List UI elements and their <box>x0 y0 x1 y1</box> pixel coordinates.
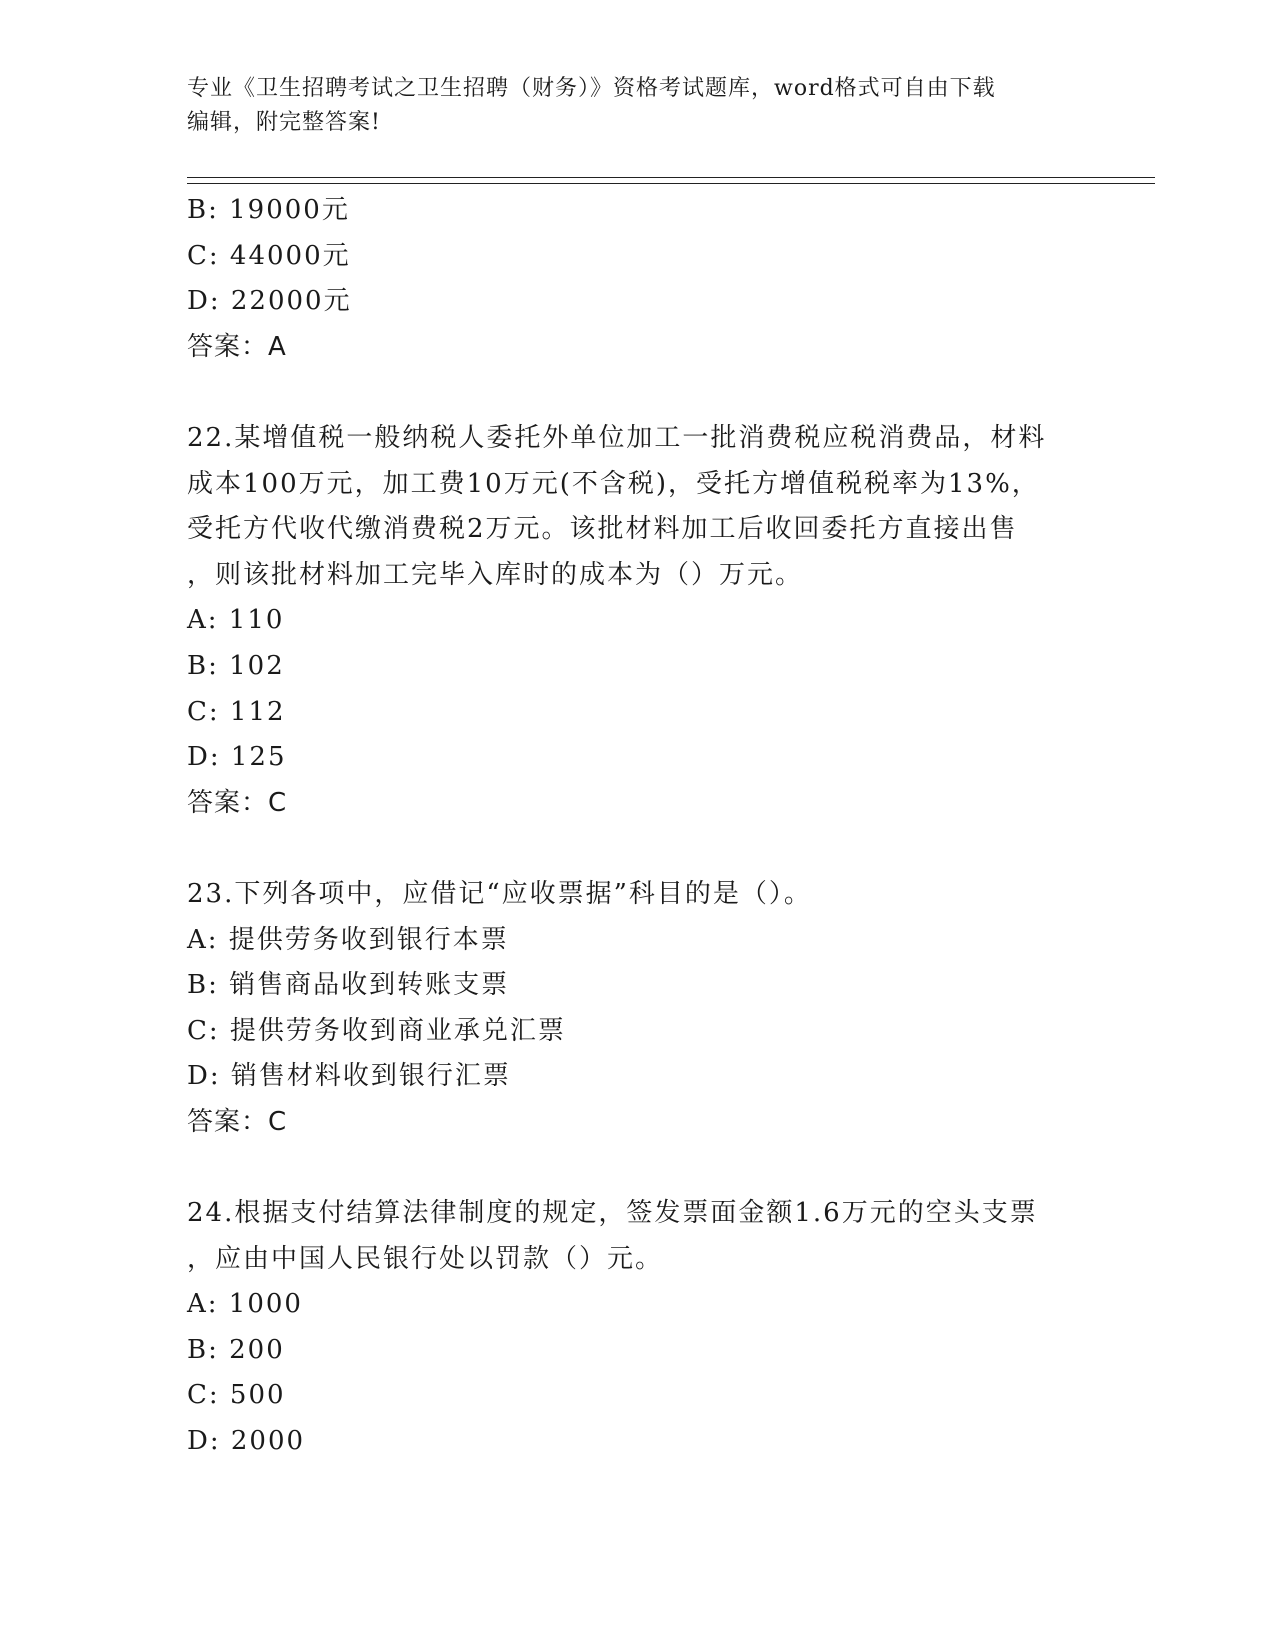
header-rule-top <box>187 177 1155 178</box>
option-c: C: 500 <box>187 1380 286 1411</box>
spacer <box>187 370 1087 416</box>
option-b: B: 19000元 <box>187 195 350 225</box>
option-a: A: 110 <box>187 605 285 636</box>
option-a: A: 提供劳务收到银行本票 <box>187 924 509 955</box>
option-b: B: 102 <box>187 650 285 681</box>
option-b: B: 200 <box>187 1334 285 1365</box>
spacer <box>187 1145 1087 1191</box>
question-stem-line: 受托方代收代缴消费税2万元。该批材料加工后收回委托方直接出售 <box>187 514 1018 545</box>
question-stem-line: 22.某增值税一般纳税人委托外单位加工一批消费税应税消费品，材料 <box>187 422 1047 453</box>
question-24 <box>187 1191 1087 1465</box>
question-stem-line: ，则该批材料加工完毕入库时的成本为（）万元。 <box>187 559 804 590</box>
spacer <box>187 826 1087 872</box>
question-stem-line: 23.下列各项中，应借记“应收票据”科目的是（）。 <box>187 878 812 909</box>
question-21-tail <box>187 188 1087 370</box>
question-stem-line: ，应由中国人民银行处以罚款（）元。 <box>187 1243 664 1274</box>
header-line-2: 编辑，附完整答案! <box>187 110 381 135</box>
option-b: B: 销售商品收到转账支票 <box>187 970 510 1001</box>
option-d: D: 125 <box>187 742 287 773</box>
option-c: C: 112 <box>187 696 286 727</box>
option-c: C: 提供劳务收到商业承兑汇票 <box>187 1015 566 1046</box>
header-rule-bottom <box>187 183 1155 184</box>
option-d: D: 销售材料收到银行汇票 <box>187 1061 511 1092</box>
question-22 <box>187 416 1087 826</box>
question-stem-line: 24.根据支付结算法律制度的规定，签发票面金额1.6万元的空头支票 <box>187 1198 1038 1229</box>
option-d: D: 2000 <box>187 1426 306 1457</box>
option-c: C: 44000元 <box>187 240 351 271</box>
header-line-1: 专业《卫生招聘考试之卫生招聘（财务）》资格考试题库，word格式可自由下载 <box>187 76 996 101</box>
answer: 答案：C <box>187 1106 288 1137</box>
question-23 <box>187 872 1087 1146</box>
question-stem-line: 成本100万元，加工费10万元(不含税)，受托方增值税税率为13%， <box>187 468 1040 499</box>
answer: 答案：A <box>187 331 287 362</box>
option-a: A: 1000 <box>187 1289 303 1320</box>
document-header <box>187 72 1087 140</box>
option-d: D: 22000元 <box>187 286 352 317</box>
answer: 答案：C <box>187 787 288 818</box>
question-list <box>187 188 1087 1465</box>
